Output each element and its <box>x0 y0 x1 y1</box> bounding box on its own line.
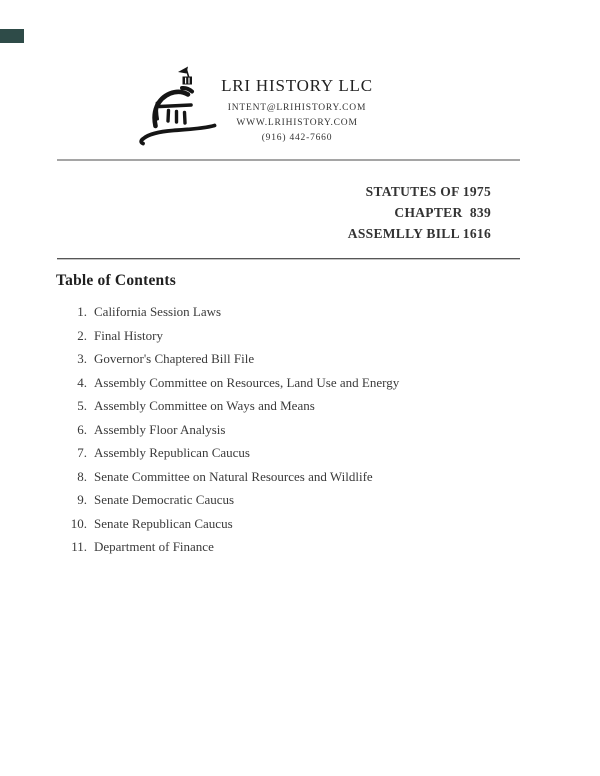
toc-item-number: 10. <box>70 515 87 531</box>
scan-artifact-mark <box>0 29 24 43</box>
toc-item <box>57 351 399 375</box>
toc-item-number: 1. <box>77 304 87 319</box>
toc-item-label: Assembly Floor Analysis <box>94 421 226 437</box>
toc-item <box>57 328 399 352</box>
toc-heading: Table of Contents <box>56 272 176 289</box>
toc-item <box>57 539 399 563</box>
toc-item-label: Assembly Committee on Ways and Means <box>94 398 315 413</box>
toc-item <box>57 398 399 422</box>
toc-item-label: Senate Republican Caucus <box>94 515 233 531</box>
toc-item-number: 8. <box>77 468 87 484</box>
toc-item-label: Assembly Republican Caucus <box>94 445 250 460</box>
phone-text: (916) 442-7660 <box>261 133 333 143</box>
toc-list <box>57 304 399 563</box>
divider-top <box>57 159 520 161</box>
toc-item-label: Assembly Committee on Resources, Land Use and Energy <box>94 374 400 390</box>
toc-item <box>57 469 399 493</box>
toc-item <box>57 445 399 469</box>
toc-item-number: 4. <box>77 374 87 390</box>
toc-item <box>57 422 399 446</box>
toc-item-label: Final History <box>94 327 163 343</box>
website-text: WWW.LRIHISTORY.COM <box>236 118 358 128</box>
chapter-line: CHAPTER 839 <box>394 205 491 220</box>
toc-item-label: California Session Laws <box>94 304 222 319</box>
toc-item-number: 11. <box>71 539 87 554</box>
toc-item-number: 3. <box>77 351 87 366</box>
toc-item <box>57 375 399 399</box>
letterhead <box>197 76 397 143</box>
toc-item-number: 2. <box>77 327 87 343</box>
toc-item-number: 6. <box>77 421 87 437</box>
toc-item-number: 5. <box>77 398 87 413</box>
toc-item <box>57 492 399 516</box>
bill-reference <box>348 181 491 244</box>
toc-item <box>57 304 399 328</box>
company-name: LRI HISTORY LLC <box>221 76 373 95</box>
bill-line: ASSEMLLY BILL 1616 <box>347 226 491 241</box>
toc-item-number: 9. <box>77 492 87 507</box>
toc-item-label: Department of Finance <box>94 539 214 554</box>
toc-item-label: Governor's Chaptered Bill File <box>94 351 255 366</box>
statute-line: STATUTES OF 1975 <box>365 184 491 199</box>
divider-bottom <box>57 258 520 259</box>
toc-item-label: Senate Democratic Caucus <box>94 492 235 507</box>
toc-item-number: 7. <box>77 445 87 460</box>
toc-item <box>57 516 399 540</box>
toc-item-label: Senate Committee on Natural Resources and Wildlife <box>94 468 373 484</box>
email-text: INTENT@LRIHISTORY.COM <box>227 103 367 113</box>
